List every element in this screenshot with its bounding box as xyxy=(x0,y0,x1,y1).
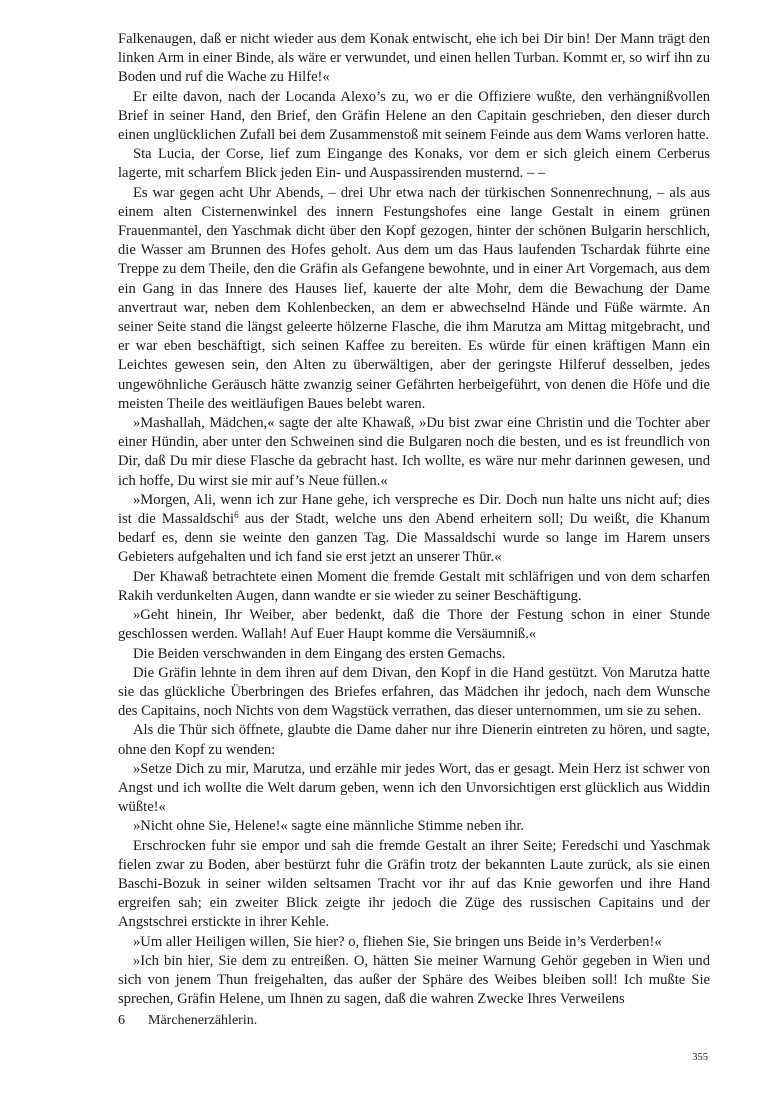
paragraph: »Nicht ohne Sie, Helene!« sagte eine männliche Stimme neben ihr. xyxy=(133,818,525,835)
paragraph: »Um aller Heiligen willen, Sie hier? o, fliehen Sie, Sie bringen uns Beide in’s Verderben!« xyxy=(133,933,662,950)
paragraph: Erschrocken fuhr sie empor und sah die fremde Gestalt an ihrer Seite; Feredschi und Yaschmak fielen zwar zu Boden, aber bestürzt fuhr die Gräfin trotz der bekannten Laute zurück, als sie einen Baschi-Bozuk in seiner wilden seltsamen Tracht vor ihr auf das Knie geworfen und ihre Hand ergreifen sah; ein zweiter Blick zeigte ihr jedoch die Züge des russischen Capitains und der Angstschrei erstickte in ihrer Kehle. xyxy=(118,837,710,931)
paragraph: »Geht hinein, Ihr Weiber, aber bedenkt, daß die Thore der Festung schon in einer Stunde geschlossen werden. Wallah! Auf Euer Haupt komme die Versäumniß.« xyxy=(118,607,710,643)
footnote-number: 6 xyxy=(118,1013,125,1028)
paragraph: »Mashallah, Mädchen,« sagte der alte Khawaß, »Du bist zwar eine Christin und die Tochter aber einer Hündin, aber unter den Schweinen sind die Bulgaren noch die besten, und es ist freundlich von Dir, daß Du mir diese Flasche da gebracht hast. Ich wollte, es wäre nur mehr darinnen gewesen, und ich hoffe, Du wirst sie mir auf’s Neue füllen.« xyxy=(118,415,710,489)
footnote xyxy=(118,1013,710,1029)
paragraph: Als die Thür sich öffnete, glaubte die Dame daher nur ihre Dienerin eintreten zu hören, und sagte, ohne den Kopf zu wenden: xyxy=(118,722,710,758)
paragraph: »Setze Dich zu mir, Marutza, und erzähle mir jedes Wort, das er gesagt. Mein Herz ist schwer von Angst und ich wollte die Welt darum geben, wenn ich den Unvorsichtigen erst glücklich aus Widdin wüßte!« xyxy=(118,760,710,816)
paragraph: Es war gegen acht Uhr Abends, – drei Uhr etwa nach der türkischen Sonnenrechnung, – als aus einem alten Cisternenwinkel des innern Festungshofes eine lange Gestalt in einem grünen Frauenmantel, den Yaschmak dicht über den Kopf gezogen, hinter der schönen Bulgarin herschlich, die Wasser am Brunnen des Hofes geholt. Aus dem um das Haus laufenden Tschardak führte eine Treppe zu dem Theile, den die Gräfin als Gefangene bewohnte, und in einer Art Vorgemach, aus dem ein Gang in das Innere des Hauses lief, kauerte der alte Mohr, dem die Bewachung der Dame anvertraut war, neben dem Kohlenbecken, an dem er abwechselnd Hände und Füße wärmte. An seiner Seite stand die längst geleerte hölzerne Flasche, die ihm Marutza am Mittag mitgebracht, und er war eben beschäftigt, sich seinen Kaffee zu bereiten. Es würde für einen kräftigen Mann ein Leichtes gewesen sein, den Alten zu überwältigen, aber der geringste Hilferuf desselben, jedes ungewöhnliche Geräusch hätte zwanzig seiner Gefährten herbeigeführt, von denen die Höfe und die meisten Theile des weitläufigen Baues belebt waren. xyxy=(118,184,710,412)
footnote-marker: 6 xyxy=(234,510,239,521)
paragraph xyxy=(118,491,710,568)
paragraph-text: aus der Stadt, welche uns den Abend erheitern soll; Du weißt, die Khanum bedarf es, denn sie weinte den ganzen Tag. Die Massaldschi wurde so lange im Harem unsers Gebieters aufgehalten und ich fand sie erst jetzt an unserer Thür.« xyxy=(118,511,710,566)
paragraph: »Ich bin hier, Sie dem zu entreißen. O, hätten Sie meiner Warnung Gehör gegeben in Wien und sich von jenem Thun freigehalten, das außer der Sphäre des Weibes bleiben soll! Ich mußte Sie sprechen, Gräfin Helene, um Ihnen zu sagen, daß die wahren Zwecke Ihres Verweilens xyxy=(118,952,710,1008)
paragraph: Er eilte davon, nach der Locanda Alexo’s zu, wo er die Offiziere wußte, den verhängnißvollen Brief in seiner Hand, den Brief, den Gräfin Helene an den Capitain geschrieben, den dieser durch einen unglücklichen Zufall bei dem Zusammenstoß mit seinem Feinde aus dem Wams verloren hatte. xyxy=(118,88,710,144)
paragraph: Sta Lucia, der Corse, lief zum Eingange des Konaks, vor dem er sich gleich einem Cerberus lagerte, mit scharfem Blick jeden Ein- und Auspassirenden musternd. – – xyxy=(118,146,710,182)
paragraph: Falkenaugen, daß er nicht wieder aus dem Konak entwischt, ehe ich bei Dir bin! Der Mann trägt den linken Arm in einer Binde, als wäre er verwundet, und einen hellen Turban. Kommt er, so wirf ihn zu Boden und ruf die Wache zu Hilfe!« xyxy=(118,31,710,86)
paragraph: Der Khawaß betrachtete einen Moment die fremde Gestalt mit schläfrigen und von dem scharfen Rakih verdunkelten Augen, dann wandte er sie wieder zu seiner Beschäftigung. xyxy=(118,568,710,604)
footnote-text: Märchenerzählerin. xyxy=(148,1013,258,1028)
page-number: 355 xyxy=(692,1052,708,1063)
paragraph: Die Gräfin lehnte in dem ihren auf dem Divan, den Kopf in die Hand gestützt. Von Marutza hatte sie das glückliche Überbringen des Briefes erfahren, das Mädchen ihr jedoch, nach dem Wunsche des Capitains, noch Nichts von dem Wagstück verrathen, das dieser unternommen, um sie zu sehen. xyxy=(118,664,710,720)
paragraph-text: »Morgen, Ali, wenn ich zur Hane gehe, ich verspreche es Dir. Doch nun halte uns nicht auf; dies ist die Massaldschi xyxy=(118,491,710,528)
page-body xyxy=(118,30,710,1009)
paragraph: Die Beiden verschwanden in dem Eingang des ersten Gemachs. xyxy=(133,645,506,662)
